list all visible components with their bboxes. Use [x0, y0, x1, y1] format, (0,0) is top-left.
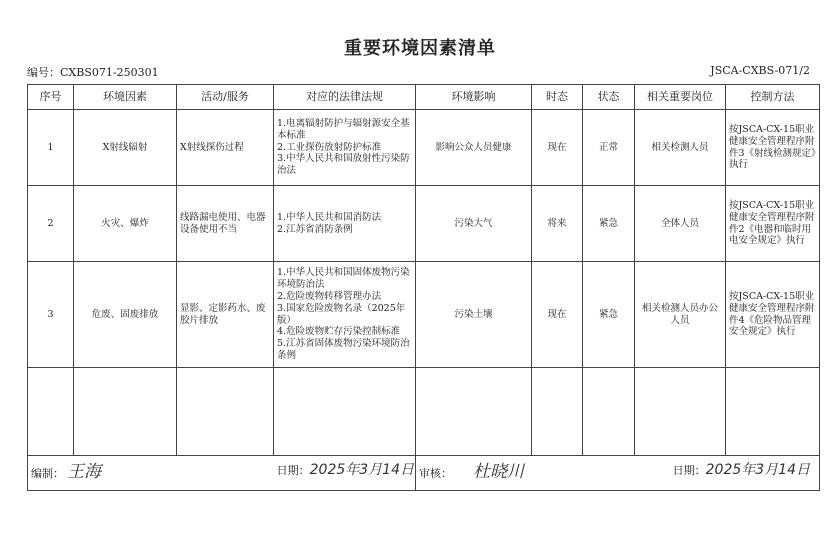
cell-control: 按JSCA-CX-15职业健康安全管理程序附件3《射线检测规定》执行: [726, 110, 820, 186]
header-post: 相关重要岗位: [635, 85, 726, 110]
cell-impact: 污染大气: [416, 186, 532, 262]
cell-no: 2: [28, 186, 74, 262]
law-item: 3.中华人民共和国放射性污染防治法: [277, 153, 410, 177]
cell-no: 3: [28, 262, 74, 368]
cell-activity: 线路漏电使用、电器设备使用不当: [177, 186, 274, 262]
table-row: [28, 262, 820, 368]
law-item: 1.电离辐射防护与辐射源安全基本标准: [277, 117, 410, 141]
header-tense: 时态: [532, 85, 583, 110]
empty-cell: [726, 368, 820, 456]
law-item: 2.江苏省消防条例: [277, 223, 353, 235]
header-impact: 环境影响: [416, 85, 532, 110]
environmental-factors-table: [27, 84, 820, 491]
header-no: 序号: [28, 85, 74, 110]
review-label: 审核：: [419, 467, 452, 481]
cell-control: 按JSCA-CX-15职业健康安全管理程序附件4《危险物品管理安全规定》执行: [726, 262, 820, 368]
cell-laws: [274, 262, 416, 368]
cell-post: 全体人员: [635, 186, 726, 262]
table-row: [28, 110, 820, 186]
cell-control: 按JSCA-CX-15职业健康安全管理程序附件2《电器和临时用电安全规定》执行: [726, 186, 820, 262]
law-item: 2.危险废物转移管理办法: [277, 290, 382, 302]
cell-state: 紧急: [583, 262, 635, 368]
review-signature: 杜晓川: [473, 462, 525, 483]
document-title: 重要环境因素清单: [344, 38, 496, 59]
header-activity: 活动/服务: [177, 85, 274, 110]
document-number: 编号：CXBS071-250301: [27, 66, 159, 79]
empty-cell: [177, 368, 274, 456]
law-item: 1.中华人民共和国消防法: [277, 211, 382, 223]
empty-cell: [583, 368, 635, 456]
cell-tense: 现在: [532, 262, 583, 368]
cell-factor: X射线辐射: [74, 110, 177, 186]
cell-post: 相关检测人员办公人员: [635, 262, 726, 368]
prepared-signature: 王海: [67, 462, 102, 483]
cell-factor: 危废、固废排放: [74, 262, 177, 368]
review-date: 2025年3月14日: [705, 462, 810, 479]
law-item: 4.危险废物贮存污染控制标准: [277, 326, 401, 338]
cell-laws: [274, 110, 416, 186]
prepared-date: 2025年3月14日: [309, 462, 414, 479]
header-factor: 环境因素: [74, 85, 177, 110]
cell-activity: X射线探伤过程: [177, 110, 274, 186]
header-state: 状态: [583, 85, 635, 110]
law-item: 2.工业探伤放射防护标准: [277, 141, 382, 153]
empty-cell: [74, 368, 177, 456]
cell-post: 相关检测人员: [635, 110, 726, 186]
law-item: 1.中华人民共和国固体废物污染环境防治法: [277, 267, 410, 290]
table-header-row: [28, 85, 820, 110]
signature-row: [28, 456, 820, 491]
empty-row: [28, 368, 820, 456]
date-label: 日期：: [276, 464, 310, 478]
prepared-cell: [28, 456, 416, 491]
cell-laws: [274, 186, 416, 262]
prepared-label: 编制：: [31, 467, 64, 481]
table-row: [28, 186, 820, 262]
cell-tense: 将来: [532, 186, 583, 262]
review-cell: [416, 456, 820, 491]
cell-impact: 影响公众人员健康: [416, 110, 532, 186]
cell-activity: 显影、定影药水、废胶片排放: [177, 262, 274, 368]
empty-cell: [274, 368, 416, 456]
cell-no: 1: [28, 110, 74, 186]
header-laws: 对应的法律法规: [274, 85, 416, 110]
date-label: 日期：: [672, 464, 706, 478]
cell-state: 紧急: [583, 186, 635, 262]
law-item: 3.国家危险废物名录（2025年版）: [277, 302, 406, 326]
empty-cell: [416, 368, 532, 456]
form-number: JSCA-CXBS-071/2: [710, 64, 810, 77]
cell-impact: 污染土壤: [416, 262, 532, 368]
header-control: 控制方法: [726, 85, 820, 110]
empty-cell: [28, 368, 74, 456]
law-item: 5.江苏省固体废物污染环境防治条例: [277, 338, 410, 362]
empty-cell: [635, 368, 726, 456]
cell-tense: 现在: [532, 110, 583, 186]
cell-factor: 火灾、爆炸: [74, 186, 177, 262]
empty-cell: [532, 368, 583, 456]
cell-state: 正常: [583, 110, 635, 186]
